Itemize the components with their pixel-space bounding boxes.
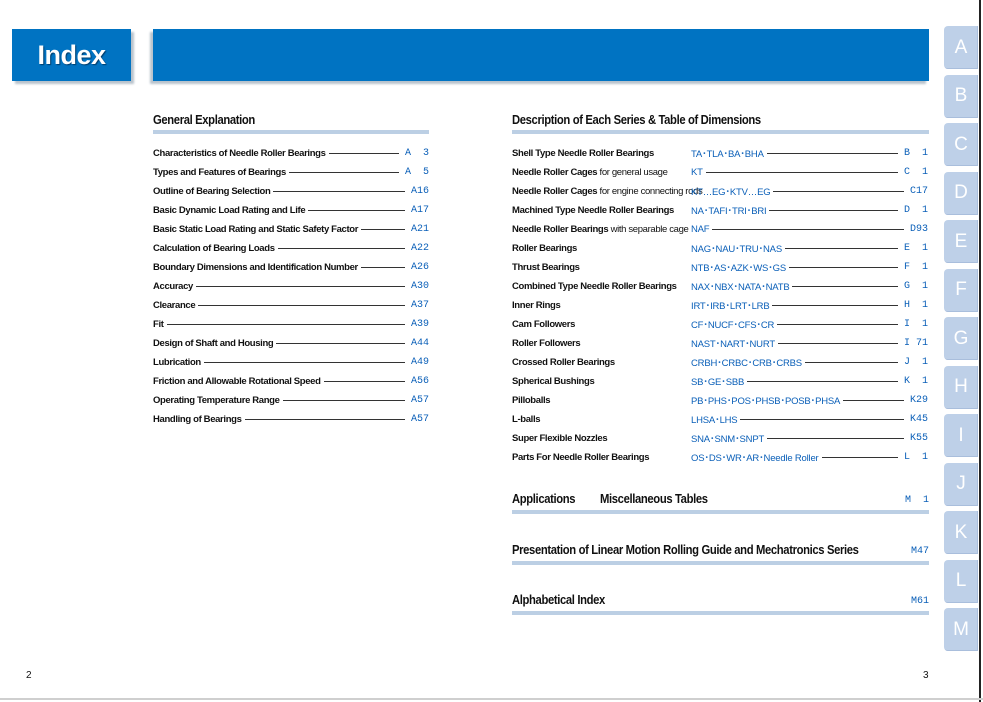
entry-label: Types and Features of Bearings <box>153 166 286 178</box>
leader-line <box>792 286 898 287</box>
entry-series: NAST･NART･NURT <box>691 339 775 350</box>
leader-line <box>785 248 898 249</box>
leader-line <box>706 172 898 173</box>
toc-entry[interactable] <box>153 317 429 331</box>
entry-label: Boundary Dimensions and Identification Number <box>153 261 358 273</box>
entry-label: Basic Static Load Rating and Static Safety Factor <box>153 223 359 235</box>
entry-page: I 1 <box>903 318 928 330</box>
toc-entry[interactable] <box>153 222 429 236</box>
toc-entry[interactable] <box>153 393 429 407</box>
section-title-general: General Explanation <box>153 113 255 127</box>
leader-line <box>308 210 405 211</box>
entry-page: A56 <box>410 375 429 387</box>
entry-page: A21 <box>410 223 429 235</box>
toc-entry[interactable] <box>512 317 928 331</box>
entry-label: Clearance <box>153 299 196 311</box>
chapter-tab-b[interactable]: B <box>944 75 978 118</box>
section-rule <box>512 130 929 134</box>
entry-page: G 1 <box>903 280 928 292</box>
section-rule <box>512 611 929 615</box>
entry-page: D 1 <box>903 204 928 216</box>
leader-line <box>773 191 904 192</box>
entry-label: Handling of Bearings <box>153 413 242 425</box>
entry-label: Friction and Allowable Rotational Speed <box>153 375 321 387</box>
entry-label-note: for engine connecting rods <box>597 185 703 197</box>
chapter-tab-m[interactable]: M <box>944 608 978 651</box>
entry-series: IRT･IRB･LRT･LRB <box>691 301 770 312</box>
leader-line <box>167 324 405 325</box>
entry-series: NTB･AS･AZK･WS･GS <box>691 263 786 274</box>
entry-page: C17 <box>909 185 928 197</box>
toc-entry[interactable] <box>512 260 928 274</box>
entry-series: OS･DS･WR･AR･Needle Roller <box>691 453 819 464</box>
leader-line <box>324 381 405 382</box>
entry-label: Lubrication <box>153 356 201 368</box>
applications-heading[interactable] <box>512 492 929 506</box>
chapter-tab-a[interactable]: A <box>944 26 978 69</box>
applications-title: Applications <box>512 492 576 506</box>
chapter-tab-h[interactable]: H <box>944 366 978 409</box>
chapter-tab-d[interactable]: D <box>944 172 978 215</box>
entry-page: A 5 <box>404 166 429 178</box>
leader-line <box>329 153 399 154</box>
leader-line <box>283 400 405 401</box>
leader-line <box>777 324 898 325</box>
toc-entry[interactable] <box>512 412 928 426</box>
toc-entry[interactable] <box>512 184 928 198</box>
section-title-series: Description of Each Series & Table of Dimensions <box>512 113 761 127</box>
toc-entry[interactable] <box>512 431 928 445</box>
entry-label-main: Combined Type Needle Roller Bearings <box>512 280 677 292</box>
leader-line <box>361 229 405 230</box>
entry-label: Design of Shaft and Housing <box>153 337 274 349</box>
chapter-tab-j[interactable]: J <box>944 463 978 506</box>
entry-label: Outline of Bearing Selection <box>153 185 271 197</box>
entry-label <box>512 433 687 444</box>
entry-label <box>512 338 687 349</box>
entry-series: KT…EG･KTV…EG <box>691 187 771 198</box>
entry-page: A22 <box>410 242 429 254</box>
entry-label <box>512 376 687 387</box>
entry-series: NAX･NBX･NATA･NATB <box>691 282 790 293</box>
page-edge-bottom <box>0 698 983 700</box>
entry-page: K 1 <box>903 375 928 387</box>
toc-entry[interactable] <box>153 203 429 217</box>
toc-entry[interactable] <box>153 241 429 255</box>
entry-label: Operating Temperature Range <box>153 394 280 406</box>
entry-label-main: Roller Bearings <box>512 242 577 254</box>
leader-line <box>789 267 898 268</box>
toc-entry[interactable] <box>153 279 429 293</box>
page-number-right: 3 <box>923 670 929 681</box>
entry-label-note: for general usage <box>597 166 668 178</box>
entry-label-main: Shell Type Needle Roller Bearings <box>512 147 654 159</box>
entry-label-main: Pilloballs <box>512 394 551 406</box>
entry-label <box>512 357 687 368</box>
leader-line <box>273 191 405 192</box>
leader-line <box>712 229 904 230</box>
entry-label-main: Spherical Bushings <box>512 375 595 387</box>
toc-entry[interactable] <box>512 146 928 160</box>
toc-entry[interactable] <box>153 184 429 198</box>
entry-label <box>512 262 687 273</box>
entry-label-main: Parts For Needle Roller Bearings <box>512 451 650 463</box>
entry-page: A37 <box>410 299 429 311</box>
entry-series: PB･PHS･POS･PHSB･POSB･PHSA <box>691 396 841 407</box>
entry-label: Fit <box>153 318 164 330</box>
entry-page: L 1 <box>903 451 928 463</box>
toc-entry[interactable] <box>512 298 928 312</box>
entry-label <box>512 319 687 330</box>
leader-line <box>843 400 904 401</box>
entry-page: J 1 <box>903 356 928 368</box>
entry-page: A30 <box>410 280 429 292</box>
entry-label-main: Cam Followers <box>512 318 576 330</box>
entry-series: LHSA･LHS <box>691 415 738 426</box>
leader-line <box>767 438 904 439</box>
entry-series: NA･TAFI･TRI･BRI <box>691 206 767 217</box>
entry-page: K45 <box>909 413 928 425</box>
leader-line <box>740 419 904 420</box>
entry-label <box>512 452 687 463</box>
leader-line <box>747 381 898 382</box>
leader-line <box>276 343 405 344</box>
toc-entry[interactable] <box>153 374 429 388</box>
entry-series: SB･GE･SBB <box>691 377 745 388</box>
entry-page: A39 <box>410 318 429 330</box>
chapter-tab-i[interactable]: I <box>944 414 978 457</box>
page-title: Index <box>37 39 106 70</box>
entry-label-main: Thrust Bearings <box>512 261 580 273</box>
entry-label-main: Roller Followers <box>512 337 581 349</box>
leader-line <box>822 457 898 458</box>
entry-page: A44 <box>410 337 429 349</box>
alphabetical-index-title: Alphabetical Index <box>512 593 605 607</box>
entry-label <box>512 185 703 197</box>
entry-page: F 1 <box>903 261 928 273</box>
leader-line <box>361 267 405 268</box>
toc-entry[interactable] <box>153 355 429 369</box>
toc-entry[interactable] <box>512 374 928 388</box>
toc-entry[interactable] <box>153 165 429 179</box>
entry-label: Accuracy <box>153 280 193 292</box>
entry-series: CF･NUCF･CFS･CR <box>691 320 775 331</box>
entry-page: A57 <box>410 394 429 406</box>
leader-line <box>767 153 898 154</box>
entry-label <box>512 281 687 292</box>
entry-series: NAF <box>691 223 710 235</box>
toc-entry[interactable] <box>153 336 429 350</box>
leader-line <box>196 286 405 287</box>
entry-series: SNA･SNM･SNPT <box>691 434 765 445</box>
entry-label-main: Crossed Roller Bearings <box>512 356 615 368</box>
toc-entry[interactable] <box>512 393 928 407</box>
leader-line <box>198 305 405 306</box>
entry-page: A57 <box>410 413 429 425</box>
entry-page: H 1 <box>903 299 928 311</box>
entry-label <box>512 395 687 406</box>
toc-entry[interactable] <box>153 260 429 274</box>
leader-line <box>204 362 405 363</box>
entry-label <box>512 148 687 159</box>
entry-label <box>512 300 687 311</box>
linear-motion-heading[interactable] <box>512 543 929 557</box>
chapter-tab-g[interactable]: G <box>944 317 978 360</box>
leader-line <box>289 172 399 173</box>
toc-entry[interactable] <box>512 222 928 236</box>
leader-line <box>772 305 898 306</box>
entry-label-main: Needle Roller Cages <box>512 166 598 178</box>
leader-line <box>245 419 405 420</box>
linear-motion-title: Presentation of Linear Motion Rolling Guide and Mechatronics Series <box>512 543 859 557</box>
entry-label: Calculation of Bearing Loads <box>153 242 275 254</box>
chapter-tab-k[interactable]: K <box>944 511 978 554</box>
entry-page: K29 <box>909 394 928 406</box>
entry-label-main: Machined Type Needle Roller Bearings <box>512 204 674 216</box>
section-rule <box>512 561 929 565</box>
toc-entry[interactable] <box>512 203 928 217</box>
linear-motion-page: M47 <box>910 546 929 557</box>
toc-entry[interactable] <box>512 165 928 179</box>
toc-entry[interactable] <box>512 355 928 369</box>
alphabetical-index-page: M61 <box>910 596 929 607</box>
misc-tables-title: Miscellaneous Tables <box>600 492 708 506</box>
entry-label <box>512 224 687 235</box>
entry-label <box>512 205 687 216</box>
page-edge-right <box>979 0 981 702</box>
leader-line <box>805 362 898 363</box>
entry-series: KT <box>691 166 703 178</box>
toc-entry[interactable] <box>153 412 429 426</box>
entry-series: NAG･NAU･TRU･NAS <box>691 244 782 255</box>
entry-label-main: Needle Roller Cages <box>512 185 598 197</box>
header-band <box>153 29 929 81</box>
toc-entry[interactable] <box>153 298 429 312</box>
applications-page: M 1 <box>904 495 929 506</box>
chapter-tab-e[interactable]: E <box>944 220 978 263</box>
toc-entry[interactable] <box>153 146 429 160</box>
leader-line <box>778 343 898 344</box>
entry-label <box>512 167 687 178</box>
entry-page: D93 <box>909 223 928 235</box>
entry-series: TA･TLA･BA･BHA <box>691 149 764 160</box>
entry-page: K55 <box>909 432 928 444</box>
entry-page: E 1 <box>903 242 928 254</box>
toc-entry[interactable] <box>512 279 928 293</box>
index-title-box <box>12 29 131 81</box>
entry-label: Characteristics of Needle Roller Bearings <box>153 147 326 159</box>
entry-page: A26 <box>410 261 429 273</box>
alphabetical-index-heading[interactable] <box>512 593 929 607</box>
leader-line <box>278 248 405 249</box>
chapter-tab-f[interactable]: F <box>944 269 978 312</box>
section-rule <box>153 130 429 134</box>
entry-label-main: L-balls <box>512 413 541 425</box>
entry-series: CRBH･CRBC･CRB･CRBS <box>691 358 802 369</box>
entry-page: A 3 <box>404 147 429 159</box>
toc-entry[interactable] <box>512 241 928 255</box>
entry-page: B 1 <box>903 147 928 159</box>
entry-label <box>512 414 687 425</box>
entry-label <box>512 243 687 254</box>
entry-page: I 71 <box>903 337 928 349</box>
entry-label-main: Inner Rings <box>512 299 561 311</box>
chapter-tab-l[interactable]: L <box>944 560 978 603</box>
entry-page: A16 <box>410 185 429 197</box>
entry-label-main: Needle Roller Bearings <box>512 223 609 235</box>
entry-page: A17 <box>410 204 429 216</box>
entry-label: Basic Dynamic Load Rating and Life <box>153 204 306 216</box>
entry-label-main: Super Flexible Nozzles <box>512 432 608 444</box>
entry-page: A49 <box>410 356 429 368</box>
leader-line <box>769 210 898 211</box>
toc-entry[interactable] <box>512 336 928 350</box>
chapter-tab-c[interactable]: C <box>944 123 978 166</box>
toc-entry[interactable] <box>512 450 928 464</box>
entry-page: C 1 <box>903 166 928 178</box>
entry-label-note: with separable cage <box>608 223 689 235</box>
page-number-left: 2 <box>26 670 32 681</box>
section-rule <box>512 510 929 514</box>
